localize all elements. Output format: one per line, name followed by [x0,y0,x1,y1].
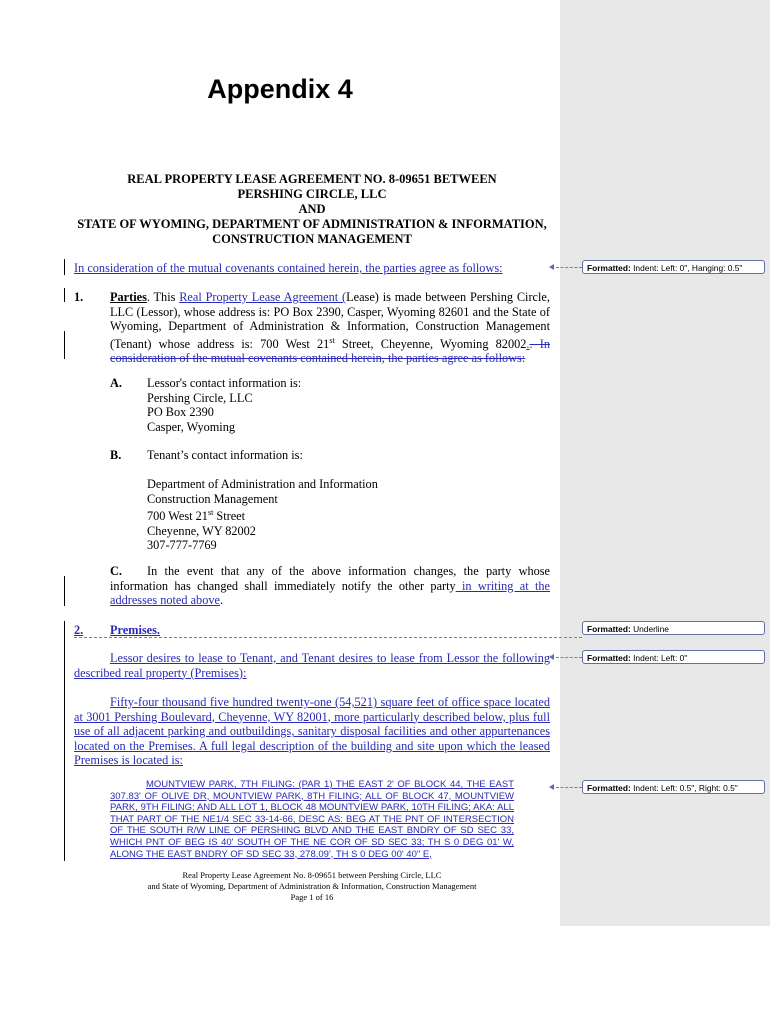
item-label: A. [110,376,122,390]
text: . [219,593,224,608]
format-balloon[interactable] [582,621,765,635]
title-line: CONSTRUCTION MANAGEMENT [212,232,412,246]
change-bar [64,621,65,861]
tenant-contact [147,477,447,553]
balloon-connector [74,637,582,638]
item-label: B. [110,448,122,462]
balloon-detail: Indent: Left: 0.5", Right: 0.5" [633,783,738,793]
title-line: AND [298,202,326,216]
title-line: STATE OF WYOMING, DEPARTMENT OF ADMINISTRATION & INFORMATION, [77,217,547,231]
contact-line [147,506,447,524]
balloon-arrow-icon [549,264,554,270]
balloon-detail: Indent: Left: 0" [633,653,688,663]
balloon-detail: Underline [633,624,669,634]
inserted-text: Fifty-four thousand five hundred twenty-one (54,521) square feet of office space located at 3001 Pershing Boulevard, Cheyenne, WY 82001, more particularly described below, plus full use of all adjacent parking and outbuildings, sanitary disposal facilities and other appurtenances located on the Premises. A full legal description of the building and site upon which the leased Premises is located is: [74,695,550,768]
superscript: st [329,335,335,345]
section-number: 2. [74,623,84,637]
contact-line: Casper, Wyoming [147,419,236,434]
contact-line: PO Box 2390 [147,405,214,420]
balloon-arrow-icon [549,654,554,660]
deleted-text: . In consideration of the mutual covenants contained herein, the parties agree as follows: [110,336,550,366]
item-label: C. [110,564,122,578]
text: 700 West 21 [147,509,208,524]
contact-line: Lessor's contact information is: [147,376,302,390]
balloon-detail: Indent: Left: 0", Hanging: 0.5" [633,263,743,273]
balloon-connector [556,657,582,658]
balloon-connector [556,267,582,268]
text: Street [213,509,246,524]
title-line: PERSHING CIRCLE, LLC [237,187,387,201]
format-balloon[interactable] [582,650,765,664]
change-bar [64,576,65,606]
balloon-arrow-icon [549,784,554,790]
contact-line: 307-777-7769 [147,538,217,553]
page-heading: Appendix 4 [207,74,353,104]
contact-line: Department of Administration and Information [147,477,378,491]
change-bar [64,259,65,275]
balloon-connector [556,787,582,788]
text: . This [146,290,180,304]
inserted-text: in writing at the addresses noted above [110,578,550,608]
lessor-desire-paragraph [74,651,550,680]
section-number: 1. [74,290,84,304]
inserted-text: Lessor desires to lease to Tenant, and Tenant desires to lease from Lessor the following described real property (Premises): [74,651,550,680]
section-heading: Parties [110,290,147,304]
text: Lease) is made between Pershing Circle, LLC (Lessor), whose address is: PO Box 2390, Casper, Wyoming 82601 and the State of Wyoming, Department of Administration & Information, Construction Management (Tenant) whose address is: 700 West 21 [110,290,550,351]
section-heading: Premises. [110,623,160,637]
contact-line: Construction Management [147,491,278,506]
legal-description: MOUNTVIEW PARK, 7TH FILING: (PAR 1) THE EAST 2' OF BLOCK 44, THE EAST 307.83' OF OLIVE DR, MOUNTVIEW PARK, 8TH FILING; ALL OF BLOCK 47, MOUNTVIEW PARK, 9TH FILING; AND ALL LOT 1, BLOCK 48 MOUNTVIEW PARK, 10TH FILING; AKA: ALL THAT PART OF THE NE1/4 SEC 33-14-66, DESC AS: BEG AT THE PNT OF INTERSECTION OF THE SOUTH R/W LINE OF PERSHING BLVD AND THE EAST BNDRY OF SD SEC 33, WHICH PNT OF BEG IS 40' SOUTH OF THE NE COR OF SD SEC 33; TH S 0 DEG 01' W, ALONG THE EAST BNDRY OF SD SEC 33, 278.09', TH S 0 DEG 00' 40" E, [110,779,514,860]
balloon-label: Formatted: [587,653,631,663]
inserted-text: . [526,336,530,351]
footer-line: Real Property Lease Agreement No. 8-09651 between Pershing Circle, LLC [182,870,442,880]
section-parties [110,290,550,366]
tenant-contact-heading: Tenant’s contact information is: [147,448,303,462]
footer-line: and State of Wyoming, Department of Administration & Information, Construction Management [147,881,477,891]
text: In the event that any of the above information changes, the party whose information has changed shall immediately notify the other party [110,564,550,593]
page-footer [62,870,562,903]
title-line: REAL PROPERTY LEASE AGREEMENT NO. 8-09651 BETWEEN [127,172,497,186]
change-bar [64,288,65,302]
contact-line: Cheyenne, WY 82002 [147,523,256,538]
format-balloon[interactable] [582,780,765,794]
lessor-contact [147,376,447,434]
balloon-label: Formatted: [587,263,631,273]
contact-line: Pershing Circle, LLC [147,390,253,405]
balloon-label: Formatted: [587,624,631,634]
inserted-text: Real Property Lease Agreement ( [179,290,347,304]
agreement-title [62,172,562,247]
notice-paragraph [110,564,550,608]
intro-paragraph [74,261,554,276]
format-balloon[interactable] [582,260,765,274]
change-bar [64,331,65,359]
page-number: Page 1 of 16 [290,892,334,902]
intro-text: In consideration of the mutual covenants contained herein, the parties agree as follows: [74,261,503,275]
superscript: st [207,508,214,518]
text: Street, Cheyenne, Wyoming 82002 [334,336,527,351]
premises-paragraph [74,695,550,768]
balloon-label: Formatted: [587,783,631,793]
